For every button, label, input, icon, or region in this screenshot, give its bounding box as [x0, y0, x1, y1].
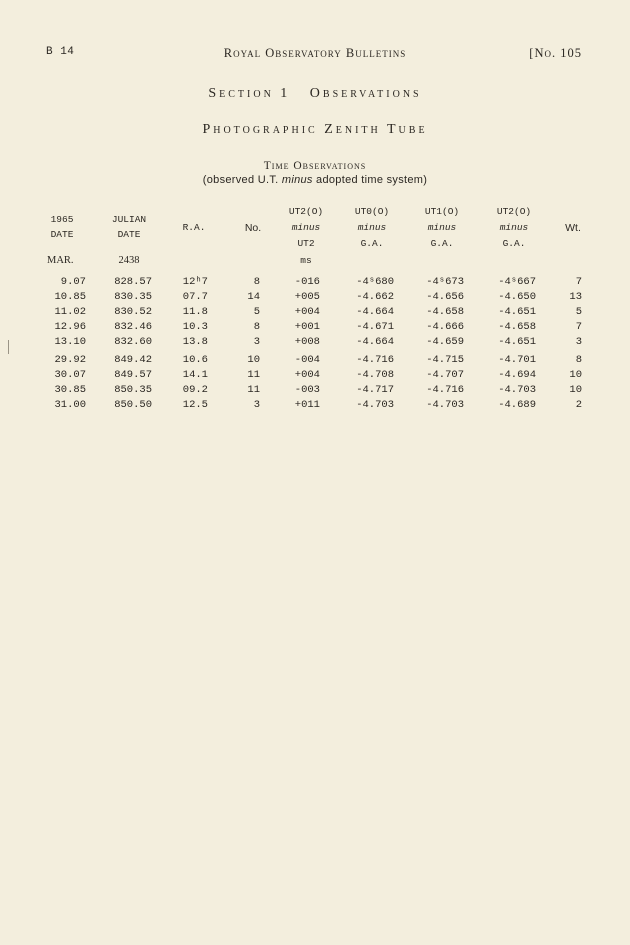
- col-ut1-minus-ga-line2: minus: [427, 222, 457, 233]
- col-ut2-minus-ga-line1: UT2(O): [496, 206, 532, 217]
- cell-date: 30.85: [54, 384, 86, 396]
- cell-ut2-minus-ga: -4.650: [498, 291, 536, 303]
- cell-ut1-minus-ga: -4.703: [426, 399, 464, 411]
- cell-ut2-minus-ga: -4.651: [498, 336, 536, 348]
- cell-date: 11.02: [54, 306, 86, 318]
- cell-ut2-minus-ut2: +004: [294, 369, 320, 381]
- cell-date: 31.00: [54, 399, 86, 411]
- cell-ut2-minus-ut2: +008: [294, 336, 320, 348]
- col-date-line2: DATE: [50, 229, 74, 240]
- col-ut2-minus-ut2-line3: UT2: [297, 238, 315, 249]
- cell-ra: 12ʰ7: [182, 276, 208, 288]
- cell-no: 14: [247, 291, 260, 303]
- cell-ut2-minus-ut2: -003: [294, 384, 320, 396]
- cell-ut0-minus-ga: -4.703: [356, 399, 394, 411]
- cell-wt: 13: [569, 291, 582, 303]
- cell-ut2-minus-ga: -4.689: [498, 399, 536, 411]
- cell-date: 29.92: [54, 354, 86, 366]
- cell-ra: 14.1: [182, 369, 208, 381]
- cell-wt: 8: [575, 354, 582, 366]
- cell-ra: 09.2: [182, 384, 208, 396]
- col-ut1-minus-ga-line1: UT1(O): [424, 206, 460, 217]
- col-ut0-minus-ga-line3: G.A.: [360, 238, 384, 249]
- cell-no: 5: [253, 306, 260, 318]
- cell-julian-date: 830.52: [114, 306, 152, 318]
- cell-ra: 07.7: [182, 291, 208, 303]
- cell-ut2-minus-ga: -4.701: [498, 354, 536, 366]
- cell-no: 11: [247, 369, 260, 381]
- col-no: No.: [244, 222, 262, 234]
- col-ut1-minus-ga-line3: G.A.: [430, 238, 454, 249]
- month-label: MAR.: [47, 255, 74, 266]
- cell-ut2-minus-ut2: +001: [294, 321, 320, 333]
- cell-ut2-minus-ga: -4.703: [498, 384, 536, 396]
- cell-ut2-minus-ut2: +011: [294, 399, 320, 411]
- cell-wt: 10: [569, 384, 582, 396]
- running-title: Royal Observatory Bulletins: [223, 46, 407, 60]
- cell-julian-date: 850.50: [114, 399, 152, 411]
- cell-wt: 7: [575, 276, 582, 288]
- cell-julian-date: 850.35: [114, 384, 152, 396]
- cell-no: 8: [253, 321, 260, 333]
- cell-wt: 3: [575, 336, 582, 348]
- col-jd-line1: JULIAN: [111, 214, 147, 225]
- cell-ut1-minus-ga: -4.716: [426, 384, 464, 396]
- cell-ut1-minus-ga: -4.656: [426, 291, 464, 303]
- cell-ut2-minus-ga: -4.651: [498, 306, 536, 318]
- cell-julian-date: 849.57: [114, 369, 152, 381]
- cell-julian-date: 828.57: [114, 276, 152, 288]
- cell-no: 3: [253, 336, 260, 348]
- cell-ra: 10.6: [182, 354, 208, 366]
- subsection-title: Photographic Zenith Tube: [202, 122, 428, 137]
- cell-ut2-minus-ut2: +004: [294, 306, 320, 318]
- col-ut0-minus-ga-line2: minus: [357, 222, 387, 233]
- table-note: [0, 174, 630, 186]
- cell-ut0-minus-ga: -4.662: [356, 291, 394, 303]
- cell-ut0-minus-ga: -4.664: [356, 306, 394, 318]
- cell-date: 12.96: [54, 321, 86, 333]
- cell-ut2-minus-ga: -4.658: [498, 321, 536, 333]
- cell-wt: 7: [575, 321, 582, 333]
- col-ut2-minus-ga-line2: minus: [499, 222, 529, 233]
- cell-julian-date: 832.60: [114, 336, 152, 348]
- cell-ut0-minus-ga: -4.717: [356, 384, 394, 396]
- cell-no: 11: [247, 384, 260, 396]
- cell-ut2-minus-ut2: -004: [294, 354, 320, 366]
- col-jd-line2: DATE: [117, 229, 141, 240]
- col-ut2-minus-ga-line3: G.A.: [502, 238, 526, 249]
- cell-ra: 12.5: [182, 399, 208, 411]
- cell-date: 30.07: [54, 369, 86, 381]
- issue-number: [No. 105: [529, 46, 582, 60]
- col-ut2-minus-ut2-line2: minus: [291, 222, 321, 233]
- table-note-post: adopted time system): [312, 174, 428, 186]
- cell-ut1-minus-ga: -4.707: [426, 369, 464, 381]
- cell-ut0-minus-ga: -4.708: [356, 369, 394, 381]
- col-ut0-minus-ga-line1: UT0(O): [354, 206, 390, 217]
- jd-base: 2438: [118, 255, 140, 266]
- table-note-pre: (observed U.T.: [202, 174, 282, 186]
- cell-ut1-minus-ga: -4.658: [426, 306, 464, 318]
- col-wt: Wt.: [565, 222, 581, 234]
- table-title: Time Observations: [263, 160, 367, 172]
- section-title: Section 1 Observations: [208, 86, 422, 101]
- cell-ut1-minus-ga: -4ˢ673: [426, 276, 464, 288]
- cell-ra: 11.8: [182, 306, 208, 318]
- cell-ut1-minus-ga: -4.666: [426, 321, 464, 333]
- cell-date: 10.85: [54, 291, 86, 303]
- cell-no: 10: [247, 354, 260, 366]
- col-ra: R.A.: [182, 222, 206, 233]
- cell-ut2-minus-ga: -4ˢ667: [498, 276, 536, 288]
- unit-ms: ms: [300, 255, 312, 266]
- cell-julian-date: 832.46: [114, 321, 152, 333]
- cell-wt: 5: [575, 306, 582, 318]
- cell-julian-date: 830.35: [114, 291, 152, 303]
- cell-ut1-minus-ga: -4.659: [426, 336, 464, 348]
- col-ut2-minus-ut2-line1: UT2(O): [288, 206, 324, 217]
- col-date-line1: 1965: [50, 214, 74, 225]
- margin-mark: [8, 340, 9, 354]
- cell-date: 13.10: [54, 336, 86, 348]
- table-note-em: minus: [281, 174, 313, 186]
- cell-ut2-minus-ga: -4.694: [498, 369, 536, 381]
- cell-date: 9.07: [60, 276, 86, 288]
- cell-ut0-minus-ga: -4ˢ680: [356, 276, 394, 288]
- cell-ut2-minus-ut2: -016: [294, 276, 320, 288]
- cell-wt: 2: [575, 399, 582, 411]
- page-number: B 14: [46, 46, 75, 58]
- cell-julian-date: 849.42: [114, 354, 152, 366]
- cell-ut0-minus-ga: -4.664: [356, 336, 394, 348]
- cell-ut2-minus-ut2: +005: [294, 291, 320, 303]
- cell-no: 3: [253, 399, 260, 411]
- cell-ut0-minus-ga: -4.716: [356, 354, 394, 366]
- cell-wt: 10: [569, 369, 582, 381]
- cell-no: 8: [253, 276, 260, 288]
- cell-ra: 13.8: [182, 336, 208, 348]
- cell-ut0-minus-ga: -4.671: [356, 321, 394, 333]
- cell-ra: 10.3: [182, 321, 208, 333]
- cell-ut1-minus-ga: -4.715: [426, 354, 464, 366]
